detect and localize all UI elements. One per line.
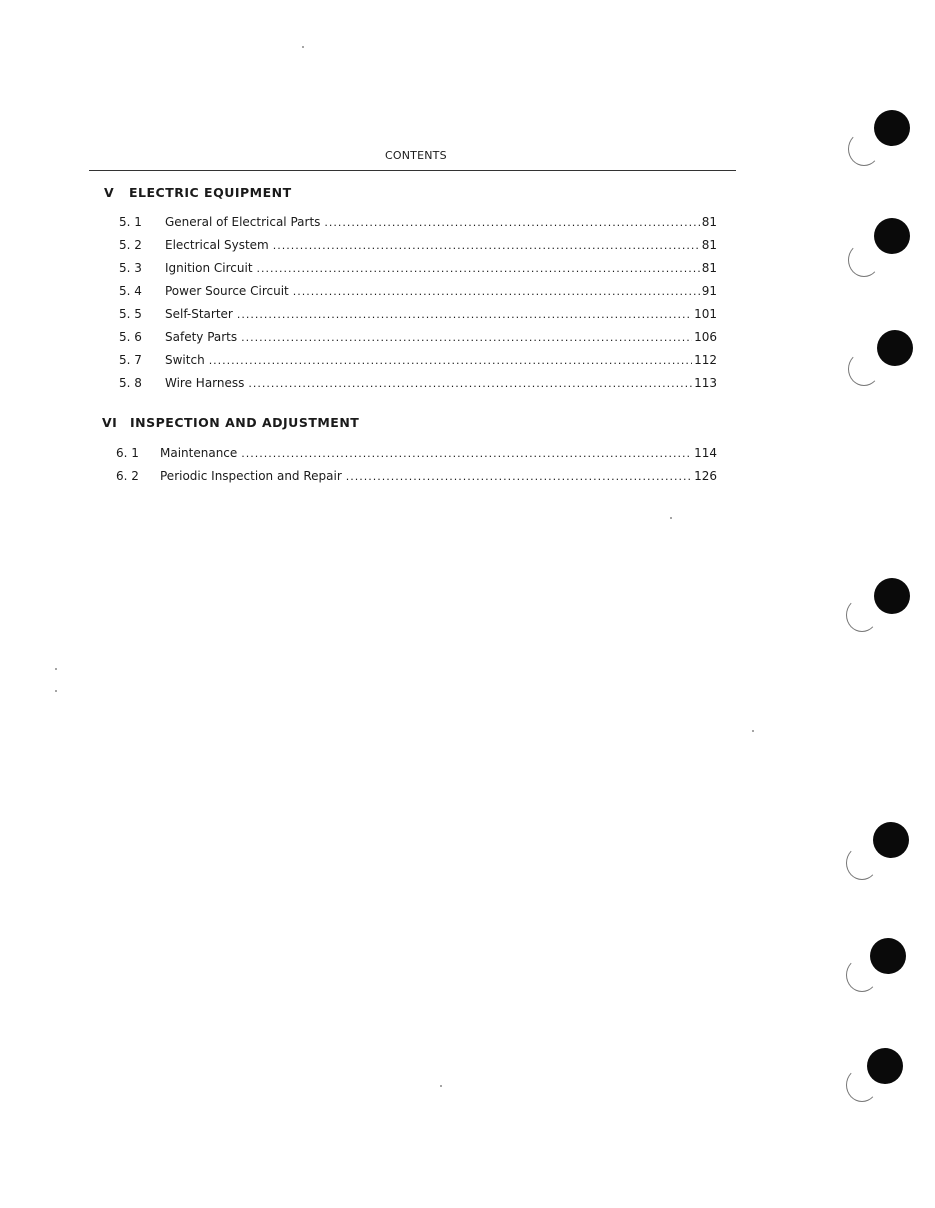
- toc-entry: [119, 284, 717, 302]
- entry-number: 5. 2: [119, 238, 142, 252]
- punch-hole-shadow: [848, 132, 880, 166]
- entry-title: Ignition Circuit: [165, 261, 253, 275]
- scan-speck: [55, 668, 57, 670]
- punch-hole: [874, 110, 910, 146]
- toc-entry: [119, 215, 717, 233]
- punch-hole-shadow: [846, 598, 878, 632]
- scan-speck: [302, 46, 304, 48]
- entry-page: 91: [701, 284, 717, 298]
- entry-number: 6. 2: [116, 469, 139, 483]
- punch-hole: [873, 822, 909, 858]
- entry-number: 5. 6: [119, 330, 142, 344]
- section-heading: [104, 185, 292, 200]
- page-title: CONTENTS: [385, 149, 447, 162]
- entry-number: 5. 8: [119, 376, 142, 390]
- entry-page: 113: [694, 376, 717, 390]
- punch-hole: [874, 578, 910, 614]
- entry-title: General of Electrical Parts: [165, 215, 321, 229]
- toc-entry: [119, 376, 717, 394]
- punch-hole-shadow: [846, 846, 878, 880]
- dot-leader: [324, 216, 699, 229]
- entry-page: 126: [694, 469, 717, 483]
- entry-page: 112: [694, 353, 717, 367]
- punch-hole: [870, 938, 906, 974]
- dot-leader: [241, 331, 692, 344]
- entry-page: 106: [694, 330, 717, 344]
- scan-speck: [752, 730, 754, 732]
- toc-entry: [119, 307, 717, 325]
- dot-leader: [248, 377, 692, 390]
- scan-speck: [440, 1085, 442, 1087]
- punch-hole: [877, 330, 913, 366]
- punch-hole-shadow: [848, 352, 880, 386]
- entry-number: 5. 1: [119, 215, 142, 229]
- entry-number: 5. 4: [119, 284, 142, 298]
- entry-title: Switch: [165, 353, 205, 367]
- dot-leader: [293, 285, 700, 298]
- entry-title: Electrical System: [165, 238, 269, 252]
- punch-hole: [867, 1048, 903, 1084]
- entry-title: Self-Starter: [165, 307, 233, 321]
- entry-title: Wire Harness: [165, 376, 245, 390]
- entry-page: 81: [701, 261, 717, 275]
- entry-title: Maintenance: [160, 446, 238, 460]
- toc-entry: [116, 446, 717, 464]
- dot-leader: [209, 354, 692, 367]
- entry-title: Safety Parts: [165, 330, 238, 344]
- toc-entry: [119, 330, 717, 348]
- entry-page: 114: [694, 446, 717, 460]
- toc-entry: [116, 469, 717, 487]
- entry-number: 6. 1: [116, 446, 139, 460]
- entry-title: Periodic Inspection and Repair: [160, 469, 342, 483]
- entry-number: 5. 7: [119, 353, 142, 367]
- section-number: VI: [102, 415, 118, 430]
- dot-leader: [257, 262, 700, 275]
- entry-page: 81: [701, 238, 717, 252]
- punch-hole-shadow: [848, 243, 880, 277]
- scan-speck: [55, 690, 57, 692]
- section-heading: [102, 415, 359, 430]
- header-rule: [89, 170, 736, 171]
- section-number: V: [104, 185, 115, 200]
- section-title: INSPECTION AND ADJUSTMENT: [130, 415, 360, 430]
- dot-leader: [241, 447, 692, 460]
- toc-entry: [119, 353, 717, 371]
- entry-title: Power Source Circuit: [165, 284, 289, 298]
- dot-leader: [346, 470, 692, 483]
- entry-number: 5. 5: [119, 307, 142, 321]
- punch-hole: [874, 218, 910, 254]
- entry-page: 81: [701, 215, 717, 229]
- toc-entry: [119, 238, 717, 256]
- dot-leader: [273, 239, 700, 252]
- section-title: ELECTRIC EQUIPMENT: [129, 185, 292, 200]
- scan-speck: [670, 517, 672, 519]
- toc-entry: [119, 261, 717, 279]
- dot-leader: [237, 308, 692, 321]
- entry-number: 5. 3: [119, 261, 142, 275]
- entry-page: 101: [694, 307, 717, 321]
